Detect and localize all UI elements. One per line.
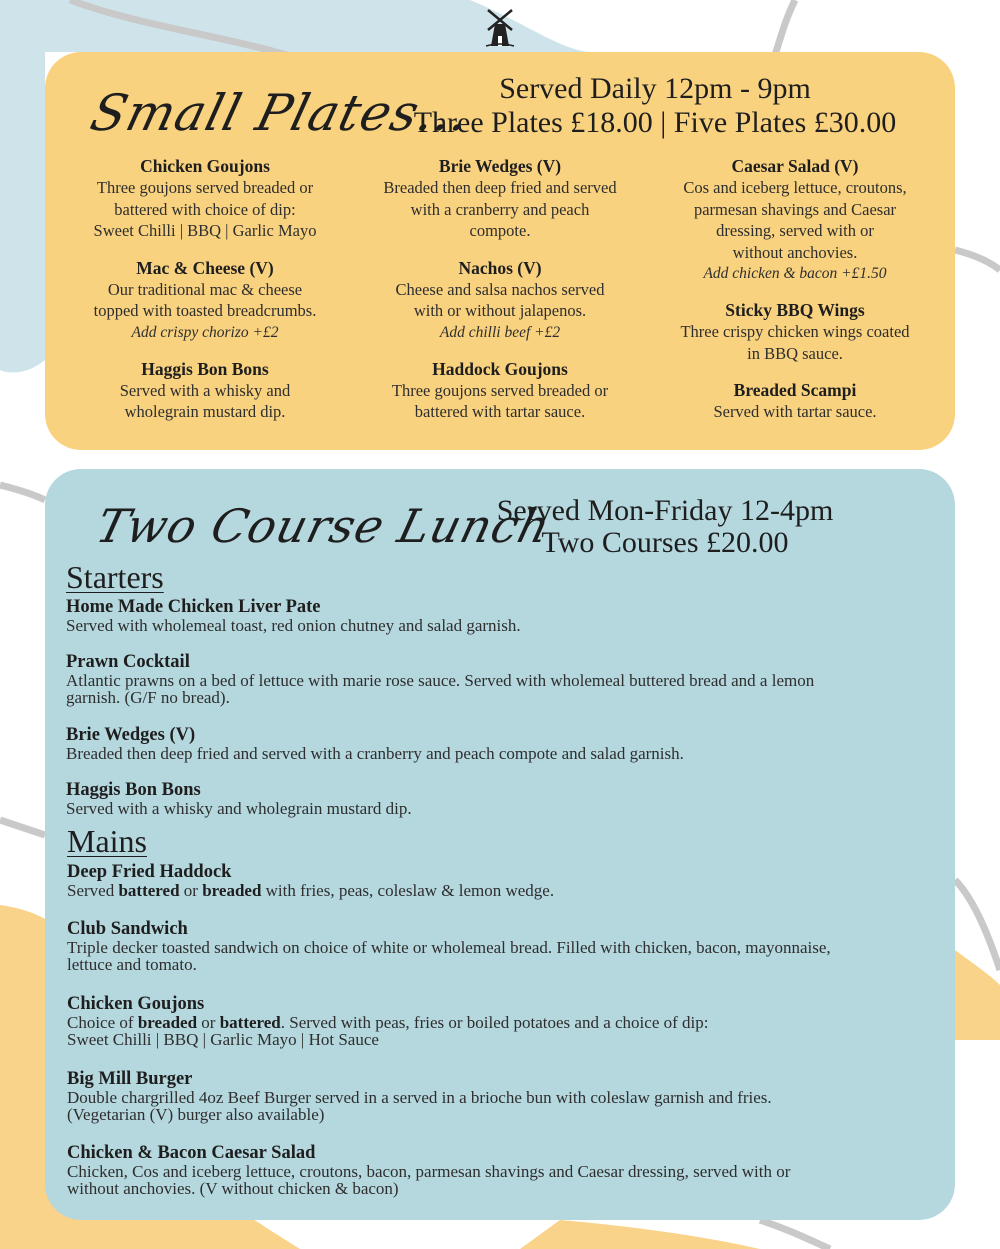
windmill-icon — [484, 6, 516, 48]
dish-item — [355, 258, 645, 343]
starter-name: Haggis Bon Bons — [66, 780, 201, 800]
starter-item — [66, 653, 936, 706]
main-name: Chicken Goujons — [67, 994, 205, 1014]
main-description: Triple decker toasted sandwich on choice of white or wholemeal bread. Filled with chicken, bacon, mayonnaise, — [67, 938, 831, 957]
dish-description: without anchovies. — [732, 242, 858, 262]
dish-description: Our traditional mac & cheese — [107, 279, 303, 299]
desc-highlight: battered — [219, 1013, 281, 1032]
starter-description: Atlantic prawns on a bed of lettuce with marie rose sauce. Served with wholemeal buttered bread and a lemon — [66, 671, 815, 690]
starter-name: Home Made Chicken Liver Pate — [66, 597, 321, 617]
yellow-blob-bottom-center — [520, 1220, 760, 1249]
main-name: Big Mill Burger — [67, 1069, 193, 1089]
main-item — [67, 863, 937, 899]
main-item — [67, 920, 937, 973]
dish-item — [650, 380, 940, 423]
main-description: (Vegetarian (V) burger also available) — [67, 1105, 325, 1124]
dish-description: in BBQ sauce. — [747, 343, 843, 363]
dish-description: battered with choice of dip: — [114, 199, 296, 219]
dish-name: Haggis Bon Bons — [141, 358, 269, 379]
main-description: lettuce and tomato. — [67, 955, 197, 974]
dish-description: battered with tartar sauce. — [414, 402, 586, 421]
mains-heading: Mains — [67, 823, 147, 859]
main-description — [67, 882, 937, 899]
grey-curve-top-right — [775, 0, 795, 55]
desc-text: or — [197, 1013, 220, 1032]
dish-name: Haddock Goujons — [432, 358, 568, 379]
dish-add-on: Add crispy chorizo +£2 — [131, 323, 279, 341]
grey-curve-left — [0, 485, 45, 500]
dish-description: parmesan shavings and Caesar — [693, 199, 897, 219]
dish-description: topped with toasted breadcrumbs. — [93, 301, 317, 320]
small-plates-panel — [45, 52, 955, 450]
two-course-lunch-panel — [45, 469, 955, 1220]
dish-item — [60, 258, 350, 343]
dish-description: Three goujons served breaded or — [96, 178, 314, 197]
starter-item — [66, 726, 936, 762]
main-name: Club Sandwich — [67, 919, 188, 939]
main-description: without anchovies. (V without chicken & bacon) — [67, 1179, 399, 1198]
dish-description: Breaded then deep fried and served — [383, 178, 617, 197]
two-course-header-info — [465, 495, 865, 559]
dish-item — [355, 359, 645, 423]
desc-text: Choice of — [67, 1013, 138, 1032]
dish-item — [60, 156, 350, 242]
dish-name: Chicken Goujons — [140, 156, 270, 176]
small-plates-column-1 — [60, 156, 350, 439]
starter-description: Served with wholemeal toast, red onion chutney and salad garnish. — [66, 616, 521, 635]
desc-text: or — [179, 881, 203, 900]
dish-description: wholegrain mustard dip. — [124, 402, 286, 421]
small-plates-column-3 — [650, 156, 940, 439]
dish-item — [60, 359, 350, 423]
two-course-pricing: Two Courses £20.00 — [541, 526, 789, 559]
main-description: Sweet Chilli | BBQ | Garlic Mayo | Hot Sauce — [67, 1030, 379, 1049]
dish-item — [650, 300, 940, 364]
small-plates-pricing: Three Plates £18.00 | Five Plates £30.00 — [413, 106, 897, 139]
small-plates-column-2 — [355, 156, 645, 439]
small-plates-header-info — [400, 72, 910, 140]
dish-description: Cos and iceberg lettuce, croutons, — [683, 178, 907, 197]
dish-add-on: Add chicken & bacon +£1.50 — [703, 265, 887, 282]
yellow-blob-right — [955, 950, 1000, 1040]
dish-name: Brie Wedges (V) — [438, 156, 562, 176]
dish-description: Served with a whisky and — [119, 380, 291, 400]
two-course-title: Two Course Lunch — [91, 499, 557, 553]
main-item — [67, 1070, 937, 1123]
dish-name: Breaded Scampi — [733, 380, 857, 400]
dish-description: Three crispy chicken wings coated — [680, 322, 910, 341]
dish-description: with a cranberry and peach — [410, 199, 590, 219]
starter-description: Breaded then deep fried and served with a cranberry and peach compote and salad garnish. — [66, 744, 684, 763]
main-name: Chicken & Bacon Caesar Salad — [67, 1143, 316, 1163]
dish-name: Sticky BBQ Wings — [725, 300, 865, 320]
dish-name: Caesar Salad (V) — [731, 156, 859, 176]
desc-highlight: breaded — [202, 881, 262, 900]
dish-item — [650, 156, 940, 284]
grey-curve-left-bottom — [0, 820, 45, 835]
starter-item — [66, 598, 936, 634]
two-course-served-time: Served Mon-Friday 12-4pm — [496, 494, 834, 527]
dish-description: with or without jalapenos. — [413, 301, 587, 320]
main-item — [67, 995, 937, 1048]
main-name: Deep Fried Haddock — [67, 862, 232, 882]
dish-name: Mac & Cheese (V) — [136, 257, 274, 278]
dish-description: Cheese and salsa nachos served — [395, 279, 605, 299]
desc-text: . Served with peas, fries or boiled potatoes and a choice of dip: — [280, 1013, 709, 1032]
small-plates-served-time: Served Daily 12pm - 9pm — [499, 72, 811, 105]
dish-name: Nachos (V) — [458, 257, 542, 278]
desc-text: with fries, peas, coleslaw & lemon wedge. — [261, 881, 555, 900]
starter-description: Served with a whisky and wholegrain mustard dip. — [66, 799, 412, 818]
grey-curve-bottom — [760, 1220, 830, 1249]
desc-text: Served — [67, 881, 119, 900]
starters-heading: Starters — [66, 559, 164, 595]
grey-curve-right-top — [955, 250, 1000, 270]
main-item — [67, 1144, 937, 1197]
dish-item — [355, 156, 645, 242]
desc-highlight: breaded — [137, 1013, 198, 1032]
starter-name: Prawn Cocktail — [66, 652, 190, 672]
dish-description: compote. — [469, 221, 531, 240]
dish-description: dressing, served with or — [716, 221, 874, 240]
dish-add-on: Add chilli beef +£2 — [439, 323, 561, 341]
starter-item — [66, 781, 936, 817]
dish-description: Three goujons served breaded or — [391, 380, 609, 400]
starter-name: Brie Wedges (V) — [66, 725, 196, 745]
starter-description: garnish. (G/F no bread). — [66, 688, 230, 707]
dish-description: Served with tartar sauce. — [713, 402, 877, 421]
small-plates-title: Small Plates... — [85, 84, 477, 142]
dish-description: Sweet Chilli | BBQ | Garlic Mayo — [93, 221, 317, 240]
main-description: Double chargrilled 4oz Beef Burger served in a served in a brioche bun with coleslaw garnish and fries. — [67, 1088, 772, 1107]
main-description — [67, 1014, 937, 1031]
desc-highlight: battered — [118, 881, 180, 900]
main-description: Chicken, Cos and iceberg lettuce, croutons, bacon, parmesan shavings and Caesar dressing, served with or — [67, 1162, 791, 1181]
